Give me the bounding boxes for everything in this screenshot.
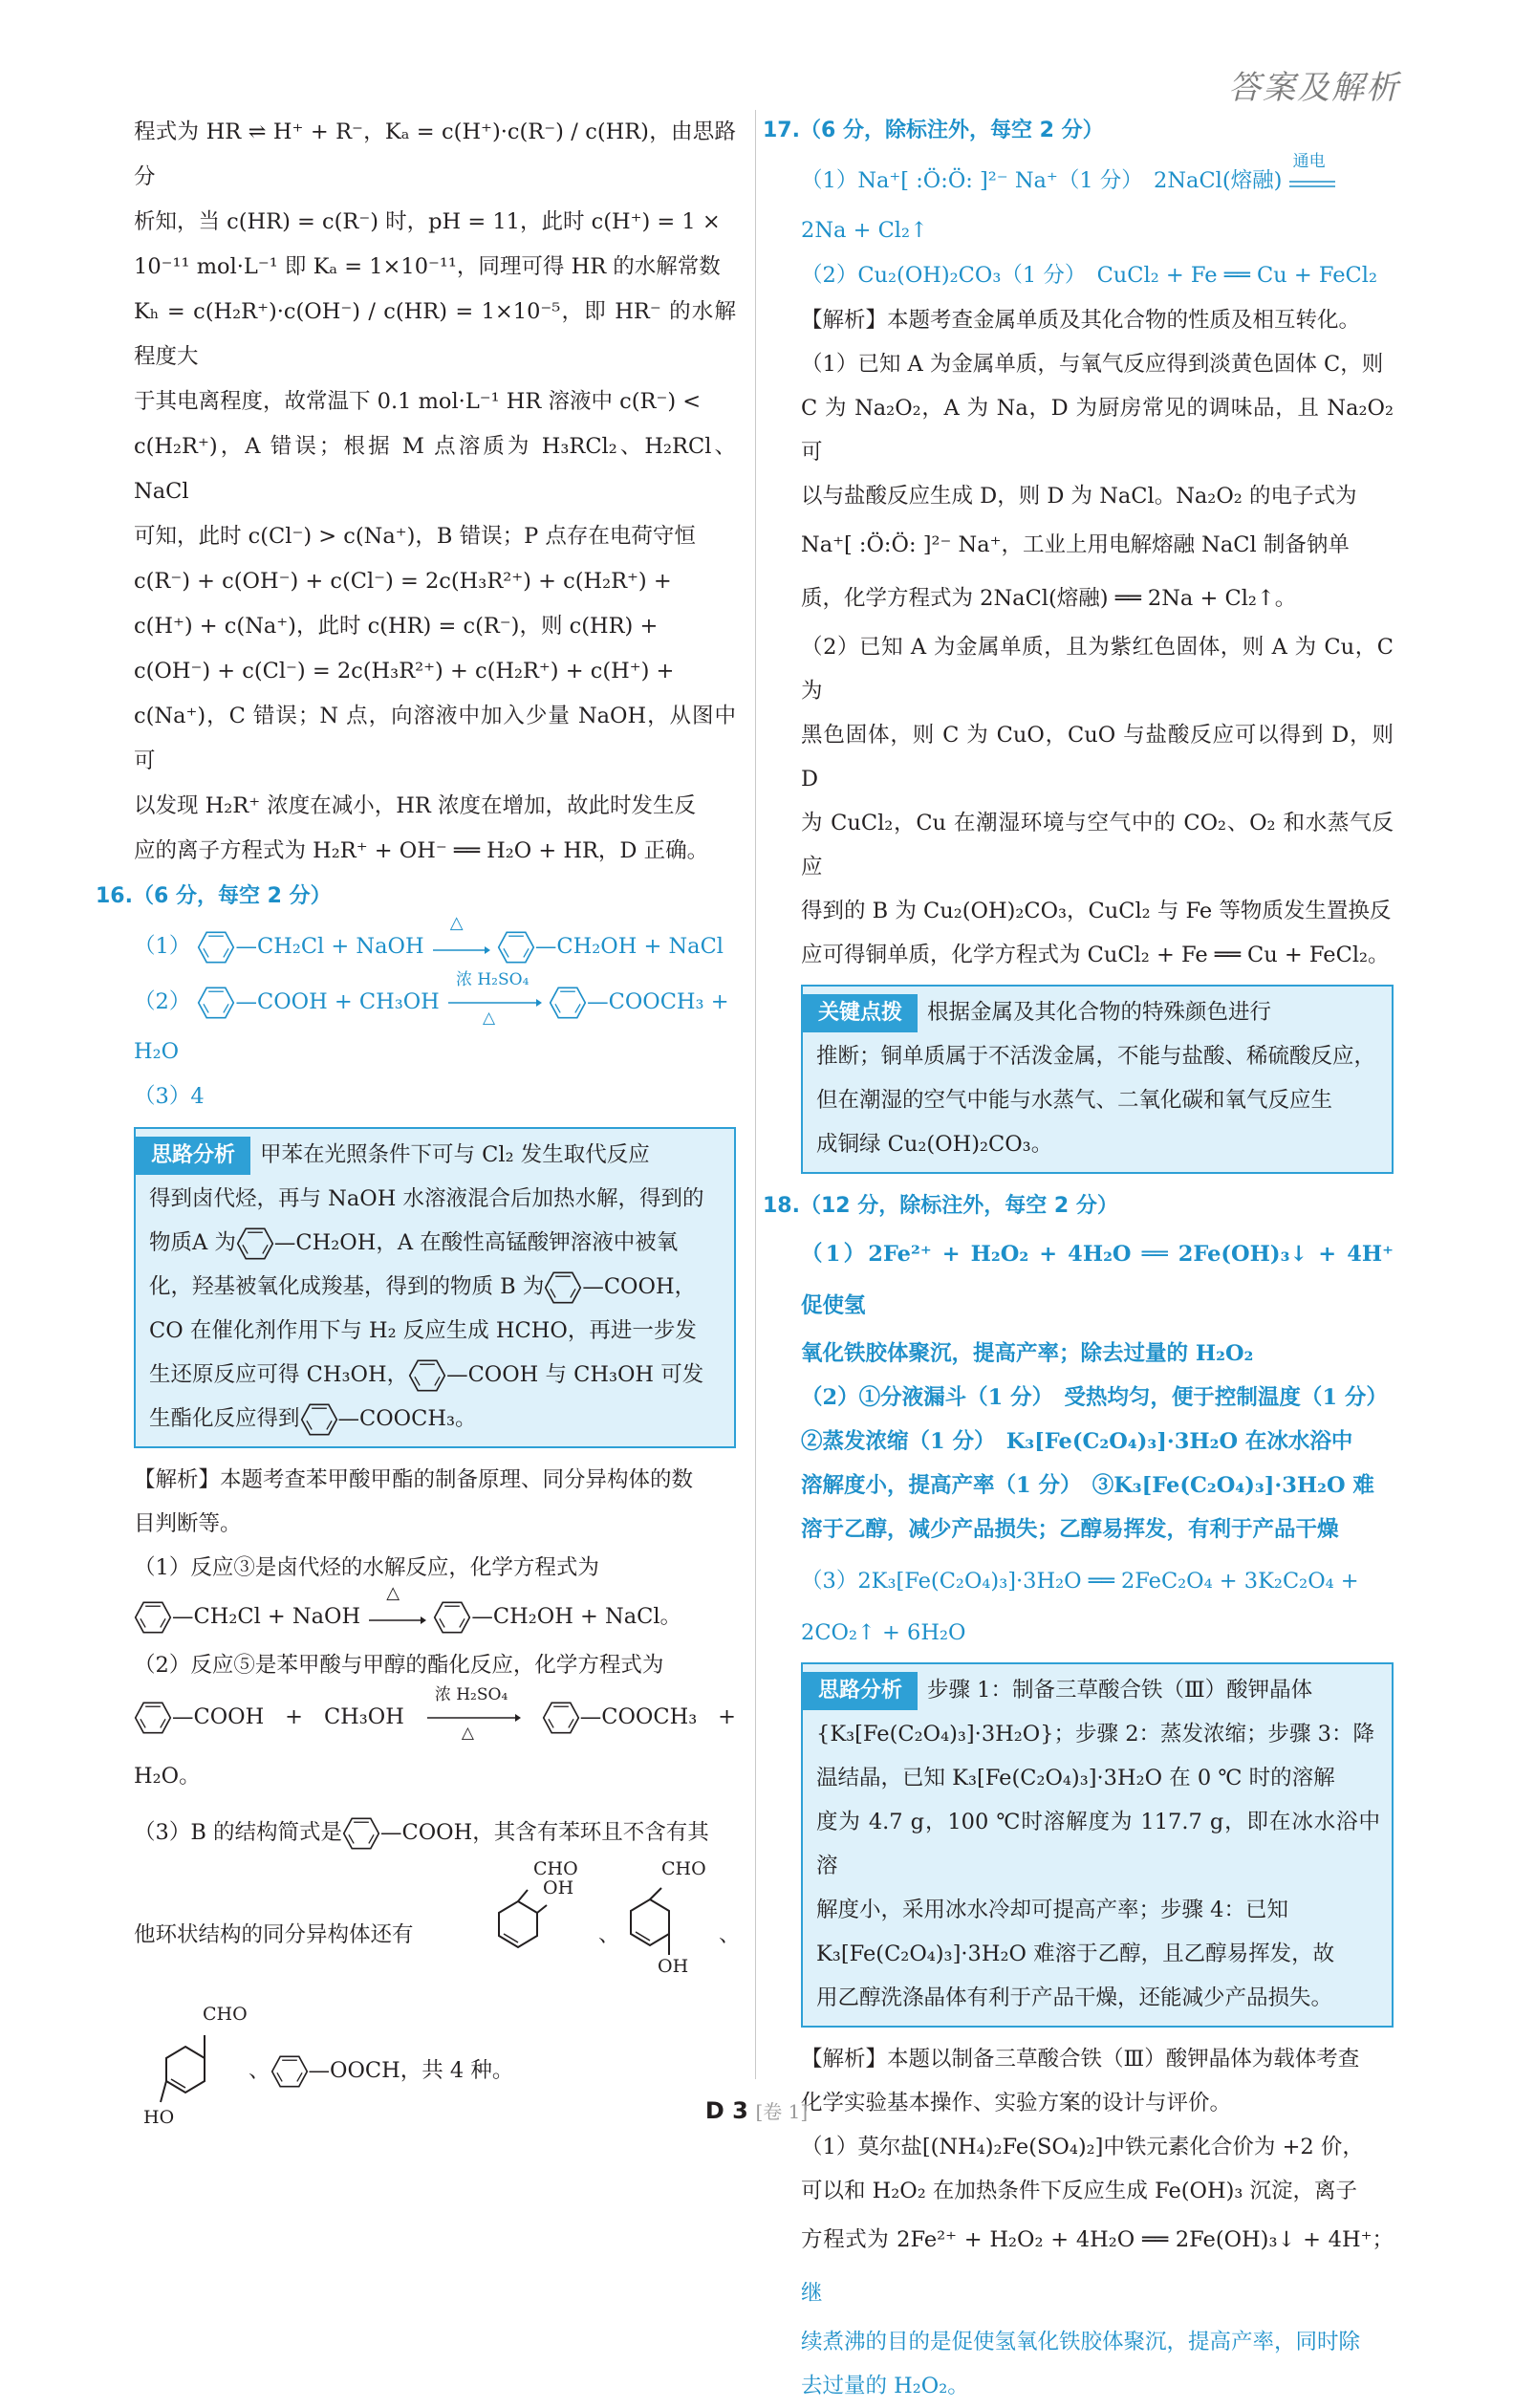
benzene-ring-icon — [300, 1403, 338, 1436]
reaction-arrow — [367, 1583, 426, 1632]
text-line: 可知，此时 c(Cl⁻) > c(Na⁺)，B 错误；P 点存在电荷守恒 — [134, 524, 696, 549]
text-line: Kₕ = c(H₂R⁺)·c(OH⁻) / c(HR) = 1×10⁻⁵，即 HR⁻ 的水解程度大 — [134, 299, 736, 369]
reaction-arrow — [446, 970, 542, 1028]
question-18-heading: 18.（12 分，除标注外，每空 2 分） — [763, 1194, 1118, 1218]
answer-text: （1）Na⁺[ :Ö:Ö: ]²⁻ Na⁺（1 分） 2NaCl(熔融) — [801, 168, 1283, 193]
text: 方程式为 2Fe²⁺ + H₂O₂ + 4H₂O ══ 2Fe(OH)₃↓ + 4H⁺； — [801, 2227, 1394, 2252]
reactant-text: —CH₂Cl + NaOH — [172, 1604, 361, 1629]
benzene-ring-icon — [544, 1271, 582, 1304]
text-line: 程式为 HR ⇌ H⁺ + R⁻，Kₐ = c(H⁺)·c(R⁻) / c(HR)，由思路分 — [134, 119, 736, 189]
text-line: c(OH⁻) + c(Cl⁻) = 2c(H₃R²⁺) + c(H₂R⁺) + c(H⁺) + — [134, 659, 675, 683]
ho-label: HO — [143, 2107, 175, 2128]
box-line: 得到卤代烃，再与 NaOH 水溶液混合后加热水解，得到的 — [149, 1186, 704, 1211]
box-text: 化，羟基被氧化成羧基，得到的物质 B 为 — [149, 1274, 545, 1299]
text-line: 10⁻¹¹ mol·L⁻¹ 即 Kₐ = 1×10⁻¹¹，同理可得 HR 的水解常数 — [134, 254, 721, 279]
text-line: （1）已知 A 为金属单质，与氧气反应得到淡黄色固体 C，则 — [801, 352, 1384, 377]
benzene-ring-icon — [270, 2055, 309, 2088]
box-line: 推断；铜单质属于不活泼金属，不能与盐酸、稀硫酸反应， — [816, 1044, 1376, 1069]
text-line: （2）反应⑤是苯甲酸与甲醇的酯化反应，化学方程式为 — [134, 1653, 664, 1678]
text-line: 【解析】本题考查金属单质及其化合物的性质及相互转化。 — [801, 308, 1361, 333]
box-line — [149, 1221, 723, 1265]
reaction-arrow — [431, 913, 490, 962]
text-line: 应可得铜单质，化学方程式为 CuCl₂ + Fe ══ Cu + FeCl₂。 — [801, 943, 1390, 967]
box-line: 解度小，采用冰水冷却可提高产率；步骤 4：已知 — [816, 1898, 1288, 1922]
answer-label: （2） — [134, 989, 191, 1014]
equation-line — [134, 1687, 736, 1806]
box-tag: 关键点拨 — [803, 994, 918, 1032]
box-line: K₃[Fe(C₂O₄)₃]·3H₂O 难溶于乙醇，且乙醇易挥发，故 — [816, 1942, 1335, 1966]
box-text: —CH₂OH，A 在酸性高锰酸钾溶液中被氧 — [273, 1230, 679, 1255]
text-line: （2）已知 A 为金属单质，且为紫红色固体，则 A 为 Cu，C 为 — [801, 635, 1394, 704]
reactant-text: —COOH + CH₃OH — [235, 989, 440, 1014]
box-text: 生还原反应可得 CH₃OH， — [149, 1362, 409, 1387]
text-line: 目判断等。 — [134, 1511, 242, 1536]
q16-answer-1 — [134, 913, 736, 974]
text: 他环状结构的同分异构体还有 — [134, 1922, 414, 1947]
reaction-condition-bottom: △ — [461, 1724, 474, 1743]
volume-label: [卷 1] — [755, 2100, 809, 2123]
text-line: （1）反应③是卤代烃的水解反应，化学方程式为 — [134, 1555, 599, 1580]
page-footer — [0, 2096, 1513, 2124]
benzene-ring-icon — [549, 987, 587, 1019]
reaction-condition-eq — [1289, 152, 1337, 196]
key-point-box-17 — [801, 985, 1394, 1174]
analysis-17 — [801, 298, 1394, 977]
product-text: —CH₂OH + NaCl — [534, 934, 724, 959]
answer-line: 溶解度小，提高产率（1 分） ③K₃[Fe(C₂O₄)₃]·3H₂O 难 — [801, 1473, 1374, 1498]
answer-line: 2CO₂↑ + 6H₂O — [801, 1620, 966, 1645]
box-line: 甲苯在光照条件下可与 Cl₂ 发生取代反应 — [260, 1142, 650, 1167]
box-line — [149, 1397, 723, 1441]
q17-answer-2: （2）Cu₂(OH)₂CO₃（1 分） CuCl₂ + Fe ══ Cu + FeCl₂ — [801, 263, 1377, 288]
text-line: 质，化学方程式为 2NaCl(熔融) ══ 2Na + Cl₂↑。 — [801, 586, 1297, 611]
highlight-text: 继 — [801, 2281, 823, 2306]
analysis-box-16 — [134, 1127, 736, 1448]
benzene-ring-icon — [542, 1702, 580, 1734]
q16-answer-2 — [134, 970, 736, 1030]
text-line: 于其电离程度，故常温下 0.1 mol·L⁻¹ HR 溶液中 c(R⁻) < — [134, 389, 702, 414]
q16-answer-3: （3）4 — [134, 1084, 205, 1109]
text-line: 以发现 H₂R⁺ 浓度在减小，HR 浓度在增加，故此时发生反 — [134, 793, 696, 818]
benzene-ring-icon — [497, 931, 535, 964]
box-text: —COOH， — [582, 1274, 697, 1299]
page-header-title: 答案及解析 — [1228, 69, 1400, 107]
box-tag: 思路分析 — [803, 1672, 918, 1710]
oh-label: OH — [658, 1956, 689, 1977]
product-text: —COOCH₃ + H₂O。 — [134, 1704, 736, 1789]
column-divider — [755, 110, 756, 2079]
text-line: 应的离子方程式为 H₂R⁺ + OH⁻ ══ H₂O + HR，D 正确。 — [134, 838, 709, 863]
box-line — [149, 1265, 723, 1309]
box-line: 但在潮湿的空气中能与水蒸气、二氧化碳和氧气反应生 — [816, 1088, 1333, 1113]
reactant-text: —CH₂Cl + NaOH — [235, 934, 424, 959]
q17-answer-1-tail: 2Na + Cl₂↑ — [801, 218, 928, 243]
separator: 、 — [719, 1922, 741, 1947]
analysis-16 — [134, 1458, 741, 2135]
text-line: 【解析】本题以制备三草酸合铁（Ⅲ）酸钾晶体为载体考查 — [801, 2047, 1360, 2072]
box-line: 根据金属及其化合物的特殊颜色进行 — [927, 1000, 1272, 1025]
benzene-ring-icon — [342, 1817, 380, 1850]
box-text: —COOCH₃。 — [337, 1406, 477, 1431]
answer-line: （3）2K₃[Fe(C₂O₄)₃]·3H₂O ══ 2FeC₂O₄ + 3K₂C₂O₄ + — [801, 1569, 1359, 1594]
text-line: 得到的 B 为 Cu₂(OH)₂CO₃，CuCl₂ 与 Fe 等物质发生置换反 — [801, 899, 1392, 923]
text-line: 可以和 H₂O₂ 在加热条件下反应生成 Fe(OH)₃ 沉淀，离子 — [801, 2179, 1358, 2203]
isomer-structures-row — [134, 1858, 741, 2003]
text-line: 黑色固体，则 C 为 CuO，CuO 与盐酸反应可以得到 D，则 D — [801, 723, 1394, 792]
benzene-ring-icon — [408, 1359, 446, 1392]
text-line: Na⁺[ :Ö:Ö: ]²⁻ Na⁺，工业上用电解熔融 NaCl 制备钠单 — [801, 532, 1350, 557]
box-line: 度为 4.7 g，100 ℃时溶解度为 117.7 g，即在冰水浴中溶 — [816, 1810, 1380, 1878]
text-line: c(Na⁺)，C 错误；N 点，向溶液中加入少量 NaOH，从图中可 — [134, 704, 736, 773]
isomer-ortho — [495, 1858, 581, 1984]
text-line — [801, 2213, 1394, 2320]
answer-label: （1） — [134, 934, 191, 959]
separator: 、 — [598, 1922, 620, 1947]
answer-line: （2）①分液漏斗（1 分） 受热均匀，便于控制温度（1 分） — [801, 1385, 1388, 1410]
box-text: 生酯化反应得到 — [149, 1406, 300, 1431]
text-line: （1）莫尔盐[(NH₄)₂Fe(SO₄)₂]中铁元素化合价为 +2 价， — [801, 2135, 1364, 2159]
text-line: C 为 Na₂O₂，A 为 Na，D 为厨房常见的调味品，且 Na₂O₂ 可 — [801, 396, 1394, 465]
reaction-condition: △ — [386, 1583, 400, 1603]
isomer-ester — [249, 2049, 513, 2093]
cho-label: CHO — [533, 1858, 578, 1879]
q16-answer-2-tail: H₂O — [134, 1039, 180, 1064]
benzene-ring-icon — [495, 1888, 552, 1964]
text-line: 以与盐酸反应生成 D，则 D 为 NaCl。Na₂O₂ 的电子式为 — [801, 484, 1357, 509]
text-line: c(R⁻) + c(OH⁻) + c(Cl⁻) = 2c(H₃R²⁺) + c(H₂R⁺) + — [134, 569, 672, 594]
page-number: D 3 — [704, 2097, 748, 2124]
box-line: 用乙醇洗涤晶体有利于产品干燥，还能减少产品损失。 — [816, 1985, 1333, 2010]
condition-text: 通电 — [1292, 152, 1326, 171]
box-line: 成铜绿 Cu₂(OH)₂CO₃。 — [816, 1132, 1053, 1157]
benzene-ring-icon — [433, 1601, 471, 1634]
text-line: 为 CuCl₂，Cu 在潮湿环境与空气中的 CO₂、O₂ 和水蒸气反应 — [801, 811, 1394, 879]
benzene-ring-icon — [134, 1601, 172, 1634]
product-text: —COOCH₃ + — [587, 989, 729, 1014]
analysis-box-18 — [801, 1662, 1394, 2028]
benzene-ring-icon — [236, 1227, 274, 1260]
box-line: {K₃[Fe(C₂O₄)₃]·3H₂O}；步骤 2：蒸发浓缩；步骤 3：降 — [816, 1722, 1374, 1746]
answer-line: （1）2Fe²⁺ + H₂O₂ + 4H₂O ══ 2Fe(OH)₃↓ + 4H⁺ 促使氢 — [801, 1242, 1416, 1318]
benzene-ring-icon — [197, 931, 235, 964]
reaction-condition: △ — [449, 913, 464, 933]
reactant-text: —COOH + CH₃OH — [172, 1704, 404, 1729]
reaction-condition-top: 浓 H₂SO₄ — [455, 970, 530, 989]
text-line: 续煮沸的目的是促使氢氧化铁胶体聚沉，提高产率，同时除 — [801, 2330, 1361, 2354]
text-line — [134, 1806, 736, 1859]
answer-line: 溶于乙醇，减少产品损失；乙醇易挥发，有利于产品干燥 — [801, 1517, 1339, 1542]
cho-label: CHO — [661, 1858, 706, 1879]
oh-label: OH — [543, 1877, 574, 1898]
text-line: 【解析】本题考查苯甲酸甲酯的制备原理、同分异构体的数 — [134, 1467, 694, 1492]
text-line: c(H⁺) + c(Na⁺)，此时 c(HR) = c(R⁻)，则 c(HR) + — [134, 614, 659, 639]
separator: 、 — [249, 2058, 270, 2083]
text: —OOCH，共 4 种。 — [308, 2058, 514, 2083]
reaction-condition-top: 浓 H₂SO₄ — [434, 1685, 508, 1704]
reaction-condition-bottom: △ — [482, 1009, 496, 1028]
reaction-arrow — [425, 1685, 521, 1743]
box-tag: 思路分析 — [136, 1137, 250, 1175]
q17-answer-1 — [801, 153, 1394, 208]
box-line: 温结晶，已知 K₃[Fe(C₂O₄)₃]·3H₂O 在 0 ℃ 时的溶解 — [816, 1766, 1335, 1790]
benzene-ring-icon — [197, 987, 235, 1019]
answer-line: 氧化铁胶体聚沉，提高产率；除去过量的 H₂O₂ — [801, 1341, 1254, 1366]
box-text: 物质A 为 — [149, 1230, 236, 1255]
box-text: —COOH 与 CH₃OH 可发 — [446, 1362, 704, 1387]
box-line: 步骤 1：制备三草酸合铁（Ⅲ）酸钾晶体 — [927, 1678, 1313, 1703]
text-line: 析知，当 c(HR) = c(R⁻) 时，pH = 11，此时 c(H⁺) = 1 × — [134, 209, 721, 234]
box-line: CO 在催化剂作用下与 H₂ 反应生成 HCHO，再进一步发 — [149, 1318, 697, 1343]
text-line: 化学实验基本操作、实验方案的设计与评价。 — [801, 2091, 1232, 2115]
equation-line — [134, 1583, 736, 1643]
text-line: 去过量的 H₂O₂。 — [801, 2374, 969, 2398]
text: —COOH，其含有苯环且不含有其 — [380, 1820, 709, 1845]
question-17-heading: 17.（6 分，除标注外，每空 2 分） — [763, 119, 1104, 142]
cho-label: CHO — [203, 2004, 248, 2025]
text: （3）B 的结构简式是 — [134, 1820, 343, 1845]
left-column — [96, 110, 741, 2135]
text-line: c(H₂R⁺)，A 错误；根据 M 点溶质为 H₃RCl₂、H₂RCl、NaCl — [134, 434, 736, 504]
left-continued-text — [134, 110, 736, 874]
box-line — [149, 1353, 723, 1397]
answer-line: ②蒸发浓缩（1 分） K₃[Fe(C₂O₄)₃]·3H₂O 在冰水浴中 — [801, 1429, 1353, 1454]
product-text: —CH₂OH + NaCl。 — [471, 1604, 682, 1629]
analysis-18 — [801, 2037, 1394, 2408]
isomer-meta — [623, 1858, 719, 1984]
benzene-ring-icon — [134, 1702, 172, 1734]
question-16-heading: 16.（6 分，每空 2 分） — [96, 884, 332, 908]
q18-answers — [801, 1228, 1416, 1655]
